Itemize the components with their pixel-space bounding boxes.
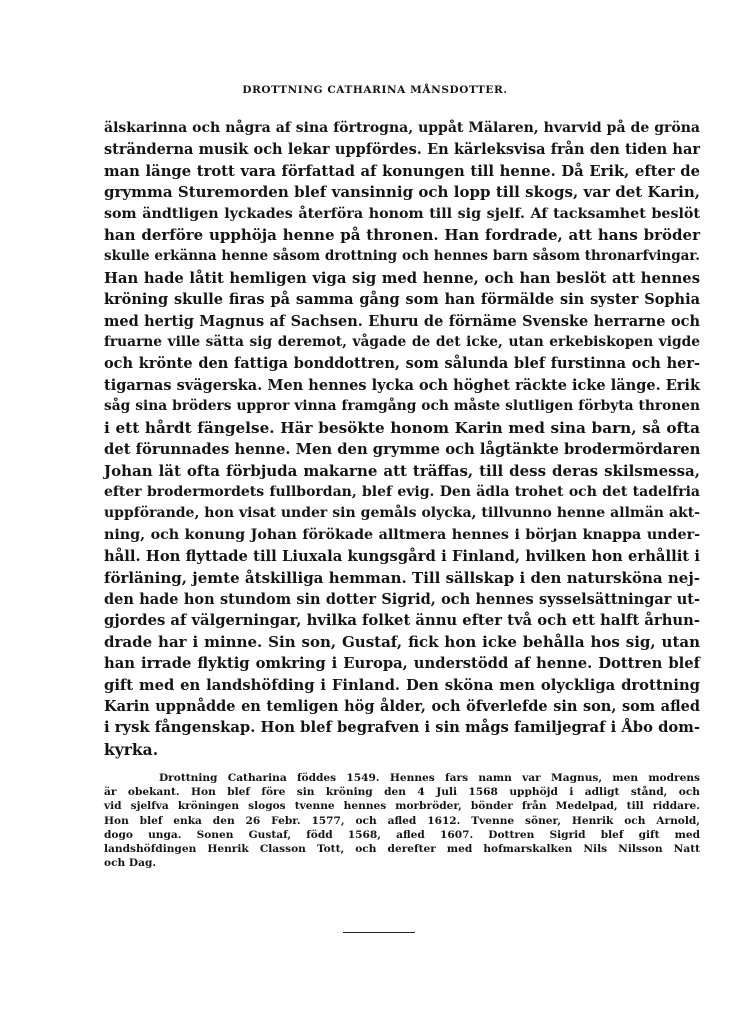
- body-line: Han hade låtit hemligen viga sig med henne, och han beslöt att hennes: [104, 269, 700, 287]
- footnote: [104, 771, 700, 870]
- body-line: såg sina bröders uppror vinna framgång och måste slutligen förbyta thronen: [104, 398, 700, 415]
- body-line: i rysk fångenskap. Hon blef begrafven i sin mågs familjegraf i Åbo dom-: [104, 719, 700, 737]
- footnote-line: Hon blef enka den 26 Febr. 1577, och afled 1612. Tvenne söner, Henrik och Arnold,: [104, 814, 700, 827]
- footnote-line: är obekant. Hon blef före sin kröning den 4 Juli 1568 upphöjd i adligt stånd, och: [104, 786, 700, 799]
- body-line: i ett hårdt fängelse. Här besökte honom Karin med sina barn, så ofta: [104, 418, 700, 437]
- footnote-line: och Dag.: [104, 857, 157, 870]
- body-line: drade har i minne. Sin son, Gustaf, fick hon icke behålla hos sig, utan: [104, 632, 700, 651]
- body-line: Johan lät ofta förbjuda makarne att träffas, till dess deras skilsmessa,: [104, 461, 700, 480]
- footnote-line: dogo unga. Sonen Gustaf, född 1568, afled 1607. Dottren Sigrid blef gift med: [104, 828, 700, 841]
- body-line: han derföre upphöja henne på thronen. Han fordrade, att hans bröder: [104, 226, 700, 245]
- body-line: tigarnas svägerska. Men hennes lycka och höghet räckte icke länge. Erik: [104, 376, 700, 394]
- footnote-line: Drottning Catharina föddes 1549. Hennes fars namn var Magnus, men modrens: [159, 772, 700, 784]
- body-line: uppförande, hon visat under sin gemåls olycka, tillvunno henne allmän akt-: [104, 505, 700, 522]
- end-rule: [343, 932, 415, 933]
- running-head: DROTTNING CATHARINA MÅNSDOTTER.: [242, 84, 508, 96]
- body-text: [104, 118, 700, 760]
- body-line: stränderna musik och lekar uppfördes. En kärleksvisa från den tiden har: [104, 141, 700, 159]
- footnote-line: landshöfdingen Henrik Classon Tott, och derefter med hofmarskalken Nils Nilsson Natt: [104, 843, 700, 856]
- body-line: kyrka.: [104, 739, 159, 759]
- body-line: och krönte den fattiga bonddottren, som sålunda blef furstinna och her-: [104, 355, 700, 373]
- body-line: håll. Hon flyttade till Liuxala kungsgård i Finland, hvilken hon erhållit i: [104, 548, 700, 566]
- body-line: fruarne ville sätta sig deremot, vågade de det icke, utan erkebiskopen vigde: [104, 334, 700, 351]
- body-line: med hertig Magnus af Sachsen. Ehuru de förnäme Svenske herrarne och: [104, 312, 700, 330]
- body-line: det förunnades henne. Men den grymme och lågtänkte brodermördaren: [104, 441, 701, 459]
- body-line: den hade hon stundom sin dotter Sigrid, och hennes sysselsättningar ut-: [104, 590, 700, 608]
- body-line: Karin uppnådde en temligen hög ålder, och öfverlefde sin son, som afled: [104, 697, 700, 715]
- body-line: efter brodermordets fullbordan, blef evig. Den ädla trohet och det tadelfria: [104, 483, 700, 500]
- body-line: kröning skulle firas på samma gång som han förmälde sin syster Sophia: [104, 291, 700, 309]
- footnote-line: vid sjelfva kröningen slogos tvenne hennes morbröder, bönder från Medelpad, till riddare.: [104, 800, 700, 813]
- body-line: som ändtligen lyckades återföra honom till sig sjelf. Af tacksamhet beslöt: [104, 205, 700, 222]
- body-line: han irrade flyktig omkring i Europa, understödd af henne. Dottren blef: [104, 655, 700, 673]
- body-line: älskarinna och några af sina förtrogna, uppåt Mälaren, hvarvid på de gröna: [104, 120, 700, 136]
- body-line: gift med en landshöfding i Finland. Den sköna men olyckliga drottning: [104, 676, 700, 694]
- body-line: förläning, jemte åtskilliga hemman. Till sällskap i den natursköna nej-: [104, 568, 700, 587]
- body-line: skulle erkänna henne såsom drottning och hennes barn såsom thronarfvingar.: [104, 248, 700, 265]
- body-line: gjordes af välgerningar, hvilka folket ännu efter två och ett halft århun-: [104, 612, 700, 630]
- body-line: man länge trott vara författad af konungen till henne. Då Erik, efter de: [104, 162, 700, 180]
- body-line: grymma Sturemorden blef vansinnig och lopp till skogs, var det Karin,: [104, 183, 700, 202]
- body-line: ning, och konung Johan förökade alltmera hennes i början knappa under-: [104, 526, 700, 543]
